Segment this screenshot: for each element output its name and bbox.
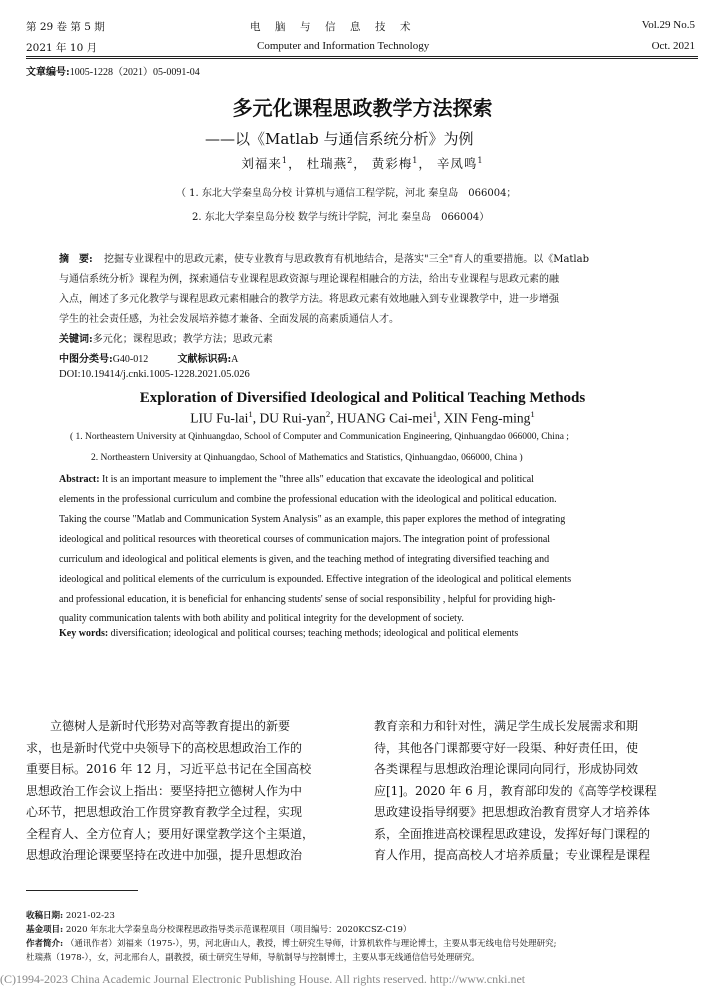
body-line: 思政建设指导纲要》把思想政治教育贯穿人才培养体 [374,805,651,819]
author-en-sup: 1 [432,409,437,419]
journal-name-cn: 电 脑 与 信 息 技 术 [250,21,413,33]
abstract-cn-line: 入点，阐述了多元化教学与课程思政元素相融合的教学方法。将思政元素有效地融入到专业课教学中，进一步增强 [59,294,559,305]
abstract-en-line: curriculum and ideological and political elements is given, and the teaching method of integrating diversified teaching and [59,554,550,565]
footnote-bio [26,938,706,951]
header-rule-2 [26,58,698,59]
abstract-en-text: It is an important measure to implement the "three alls" education that excavate the ideological and political [102,474,534,485]
keywords-en-label: Key words: [59,628,109,639]
affiliation-cn-1: （ 1. 东北大学秦皇岛分校 计算机与通信工程学院，河北 秦皇岛 066004； [176,188,517,199]
abstract-cn-line: 与通信系统分析》课程为例，探索通信专业课程思政资源与理论课程相融合的方法，给出专业课程与思政元素的融 [59,274,559,285]
author-cn-sup: 1 [281,154,289,165]
clc-value: G40-012 [112,354,149,365]
article-number-label: 文章编号: [26,67,70,78]
keywords-cn-label: 关键词: [59,334,93,345]
author-en: DU Rui-yan [259,410,326,426]
authors-cn: 刘福来$^1$， 杜瑞燕$^2$， 黄彩梅$^1$， 辛凤鸣$^1$ [241,154,484,171]
body-line: 系，全面推进高校课程思政建设，发挥好每门课程的 [374,826,651,841]
bio-line-1: （通讯作者）刘福来（1975-），男，河北唐山人，教授，博士研究生导师，计算机软件与理论博士，主要从事无线电信号处理研究; [65,939,557,949]
abstract-en-line: elements in the professional curriculum and combine the professional education with the ideological and political education. [59,494,557,505]
doc-code-value: A [231,354,239,365]
doi[interactable]: DOI:10.19414/j.cnki.1005-1228.2021.05.026 [59,369,250,380]
authors-en: LIU Fu-lai$^1$, DU Rui-yan$^2$, HUANG Cai-mei$^1$, XIN Feng-ming$^1$ [190,409,535,426]
doc-code-label: 文献标识码: [177,354,232,365]
fund-value: 2020 年东北大学秦皇岛分校课程思政指导类示范课程项目（项目编号：2020KCSZ-C19） [65,925,412,935]
abstract-en-label: Abstract: [59,474,100,485]
abstract-cn-label: 摘 要: [59,254,93,265]
abstract-en-line: ideological and political resources with theoretical courses of communication majors. The integration point of professional [59,534,551,545]
body-line: 教育亲和力和针对性，满足学生成长发展需求和期 [374,719,639,733]
paper-subtitle: ——以《Matlab 与通信系统分析》为例 [205,130,474,148]
author-cn-sup: 2 [347,154,354,165]
article-number [26,63,200,78]
body-line: 求，也是新时代党中央领导下的高校思想政治工作的 [26,740,303,755]
body-line: 立德树人是新时代形势对高等教育提出的新要 [26,719,291,733]
body-line: 思想政治理论课要坚持在改进中加强，提升思想政治 [26,848,303,862]
body-line: 思想政治工作会议上指出：要坚持把立德树人作为中 [26,783,303,798]
abstract-en-line: Taking the course "Matlab and Communication System Analysis" as an example, this paper explores the method of integrating [59,514,566,525]
body-line: 待，其他各门课都要守好一段渠、种好责任田，使 [374,740,639,755]
author-en-sup: 2 [325,409,331,419]
author-cn: 黄彩梅 [371,156,413,171]
abstract-en-line [59,474,534,485]
author-en: XIN Feng-ming [443,410,531,426]
author-cn: 刘福来 [241,156,282,171]
author-en: HUANG Cai-mei [337,410,433,426]
abstract-en-line: and professional education, it is beneficial for enhancing students' sense of social responsibility , helpful for providing high- [59,594,556,605]
author-cn-sup: 1 [477,154,484,165]
abstract-en-line: ideological and political elements of the curriculum is expounded. Effective integration of the ideological and political elements [59,574,572,585]
fund-label: 基金项目: [26,925,64,935]
received-label: 收稿日期: [26,911,64,921]
body-line: 心环节，把思想政治工作贯穿教育教学全过程，实现 [26,805,303,819]
abstract-en-line: quality communication talents with both ability and political integrity for the development of society. [59,613,464,624]
keywords-cn [59,330,273,345]
affiliation-en-2: 2. Northeastern University at Qinhuangdao, School of Mathematics and Statistics, Qinhuangdao, 066000, China ) [91,453,523,463]
header-rule [26,56,698,57]
body-line: 育人作用，提高高校人才培养质量；专业课程是课程 [374,848,651,862]
footnote-received [26,910,706,923]
journal-volume: 第 29 卷 第 5 期 [26,21,105,33]
footnote-rule [26,890,138,891]
journal-date: 2021 年 10 月 [26,42,98,54]
title-en: Exploration of Diversified Ideological and Political Teaching Methods [139,390,586,406]
author-cn: 辛凤鸣 [436,156,478,171]
body-line: 全程育人、全方位育人；要用好课堂教学这个主渠道， [26,826,315,841]
body-line: 各类课程与思想政治理论课同向同行，形成协同效 [374,762,639,776]
paper-title: 多元化课程思政教学方法探索 [232,96,493,120]
affiliation-en-1: ( 1. Northeastern University at Qinhuangdao, School of Computer and Communication Engineering, Qinhuangdao 066000, China ; [70,432,569,442]
footnote-bio-2: 杜瑞燕（1978-），女，河北邢台人，副教授，硕士研究生导师，导航制导与控制博士，主要从事无线通信信号处理研究。 [26,953,480,963]
body-column-right [374,716,692,867]
author-en-sup: 1 [248,409,253,419]
body-column-left [26,716,344,867]
author-cn: 杜瑞燕 [306,156,348,171]
abstract-cn-line: 挖掘专业课程中的思政元素，使专业教育与思政教育有机地结合，是落实"三全"育人的重要措施。以《Matlab [104,254,589,265]
author-en: LIU Fu-lai [190,410,249,426]
date-en: Oct. 2021 [651,40,695,52]
copyright-watermark: (C)1994-2023 China Academic Journal Electronic Publishing House. All rights reserved. http://www.cnki.net [0,972,526,986]
article-number-value: 1005-1228（2021）05-0091-04 [69,67,200,78]
journal-name-en: Computer and Information Technology [257,40,430,52]
author-cn-sup: 1 [412,154,419,165]
classification [59,350,238,365]
received-value: 2021-02-23 [65,911,115,921]
keywords-en [59,628,518,639]
body-line: 重要目标。2016 年 12 月，习近平总书记在全国高校 [26,762,312,776]
abstract-cn-line: 学生的社会责任感，为社会发展培养德才兼备、全面发展的高素质通信人才。 [59,314,399,325]
clc-label: 中图分类号: [59,354,113,365]
volume-en: Vol.29 No.5 [641,19,695,31]
body-line: 应[1]。2020 年 6 月，教育部印发的《高等学校课程 [374,783,657,798]
keywords-en-value: diversification; ideological and political courses; teaching methods; ideological and political elements [110,628,519,639]
affiliation-cn-2: 2. 东北大学秦皇岛分校 数学与统计学院，河北 秦皇岛 066004） [192,212,490,223]
keywords-cn-value: 多元化；课程思政；教学方法；思政元素 [92,334,273,345]
author-en-sup: 1 [530,409,535,419]
footnote-fund [26,924,706,937]
bio-label: 作者简介: [26,939,64,949]
